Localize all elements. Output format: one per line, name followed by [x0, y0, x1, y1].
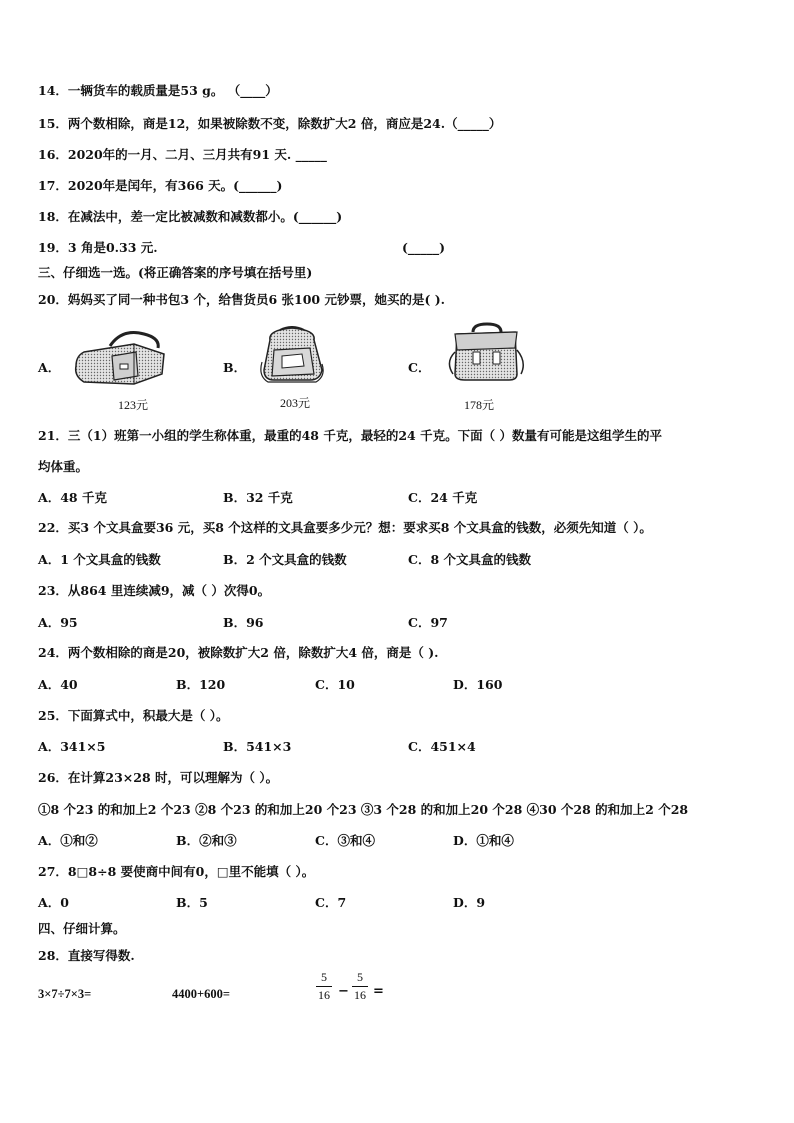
fraction-1-denominator: 16 — [318, 988, 330, 1002]
fraction-2-numerator: 5 — [357, 970, 363, 984]
q25-option-a[interactable]: A．341×5 — [38, 739, 106, 754]
question-line-q21a: 21．三（1）班第一小组的学生称体重，最重的48 千克，最轻的24 千克。下面（ ）数量有可能是这组学生的平 — [38, 428, 662, 443]
question-line-sec4: 四、仔细计算。 — [38, 921, 126, 936]
q20-option-b-label[interactable]: B． — [223, 360, 247, 375]
question-line-q24: 24．两个数相除的商是20，被除数扩大2 倍，除数扩大4 倍，商是（ ). — [38, 645, 439, 660]
question-line-q22: 22．买3 个文具盒要36 元，买8 个这样的文具盒要多少元？想：要求买8 个文具盒的钱数，必须先知道（ ）。 — [38, 520, 652, 535]
calc-expression-2: 4400+600= — [172, 987, 230, 1001]
q21-option-c[interactable]: C．24 千克 — [408, 490, 478, 505]
q25-option-c[interactable]: C．451×4 — [408, 739, 476, 754]
q23-option-b[interactable]: B．96 — [223, 615, 264, 630]
q19-answer-blank[interactable]: (_____) — [402, 240, 446, 255]
fraction-2-denominator: 16 — [354, 988, 366, 1002]
satchel-c-icon — [443, 322, 529, 384]
question-line-q18: 18．在减法中，差一定比被减数和减数都小。(______) — [38, 209, 343, 224]
backpack-b-icon — [258, 326, 328, 386]
q20-option-b-price: 203元 — [280, 396, 311, 410]
question-line-q19: 19．3 角是0.33 元. — [38, 240, 158, 255]
q23-option-c[interactable]: C．97 — [408, 615, 448, 630]
q23-option-a[interactable]: A．95 — [38, 615, 78, 630]
q21-option-b[interactable]: B．32 千克 — [223, 490, 293, 505]
q26-option-b[interactable]: B．②和③ — [176, 833, 237, 848]
q26-option-c[interactable]: C．③和④ — [315, 833, 375, 848]
q27-option-d[interactable]: D．9 — [453, 895, 486, 910]
calc-expression-1: 3×7÷7×3= — [38, 987, 92, 1001]
q20-option-a-price: 123元 — [118, 398, 149, 412]
q21-option-a[interactable]: A．48 千克 — [38, 490, 107, 505]
question-line-q14: 14．一辆货车的载质量是53 g。 （____） — [38, 83, 278, 98]
question-line-q17: 17．2020年是闰年，有366 天。(______) — [38, 178, 283, 193]
q27-option-b[interactable]: B．5 — [176, 895, 208, 910]
question-line-q23: 23．从864 里连续减9，减（ ）次得0。 — [38, 583, 271, 598]
q20-option-c-price: 178元 — [464, 398, 495, 412]
fraction-1-numerator: 5 — [321, 970, 327, 984]
question-line-q25: 25．下面算式中，积最大是（ ）。 — [38, 708, 229, 723]
q24-option-c[interactable]: C．10 — [315, 677, 355, 692]
q24-option-b[interactable]: B．120 — [176, 677, 226, 692]
q24-option-a[interactable]: A．40 — [38, 677, 78, 692]
q27-option-a[interactable]: A．0 — [38, 895, 69, 910]
handbag-a-icon — [72, 326, 172, 390]
fraction-1 — [316, 970, 332, 1003]
minus-sign: − — [338, 984, 349, 999]
q22-option-c[interactable]: C．8 个文具盒的钱数 — [408, 552, 531, 567]
question-line-q27: 27．8□8÷8 要使商中间有0，□里不能填（ ）。 — [38, 864, 315, 879]
question-line-sec3: 三、仔细选一选。(将正确答案的序号填在括号里) — [38, 265, 313, 280]
question-line-q28: 28．直接写得数. — [38, 948, 135, 963]
q22-option-b[interactable]: B．2 个文具盒的钱数 — [223, 552, 347, 567]
fraction-2 — [352, 970, 368, 1003]
q26-option-a[interactable]: A．①和② — [38, 833, 98, 848]
question-line-q15: 15．两个数相除，商是12，如果被除数不变，除数扩大2 倍，商应是24.（_____） — [38, 116, 502, 131]
q27-option-c[interactable]: C．7 — [315, 895, 347, 910]
q26-option-d[interactable]: D．①和④ — [453, 833, 514, 848]
q20-option-a-label[interactable]: A． — [38, 360, 61, 375]
question-line-q21b: 均体重。 — [38, 459, 89, 474]
question-line-q16: 16．2020年的一月、二月、三月共有91 天. _____ — [38, 147, 327, 162]
question-line-q20: 20．妈妈买了同一种书包3 个，给售货员6 张100 元钞票，她买的是( ). — [38, 292, 445, 307]
q22-option-a[interactable]: A．1 个文具盒的钱数 — [38, 552, 161, 567]
question-line-q26: 26．在计算23×28 时，可以理解为（ ）。 — [38, 770, 279, 785]
q25-option-b[interactable]: B．541×3 — [223, 739, 292, 754]
question-line-q26items: ①8 个23 的和加上2 个23 ②8 个23 的和加上20 个23 ③3 个28 的和加上20 个28 ④30 个28 的和加上2 个28 — [38, 802, 689, 817]
equals-sign: = — [373, 984, 384, 999]
q24-option-d[interactable]: D．160 — [453, 677, 503, 692]
q20-option-c-label[interactable]: C． — [408, 360, 431, 375]
